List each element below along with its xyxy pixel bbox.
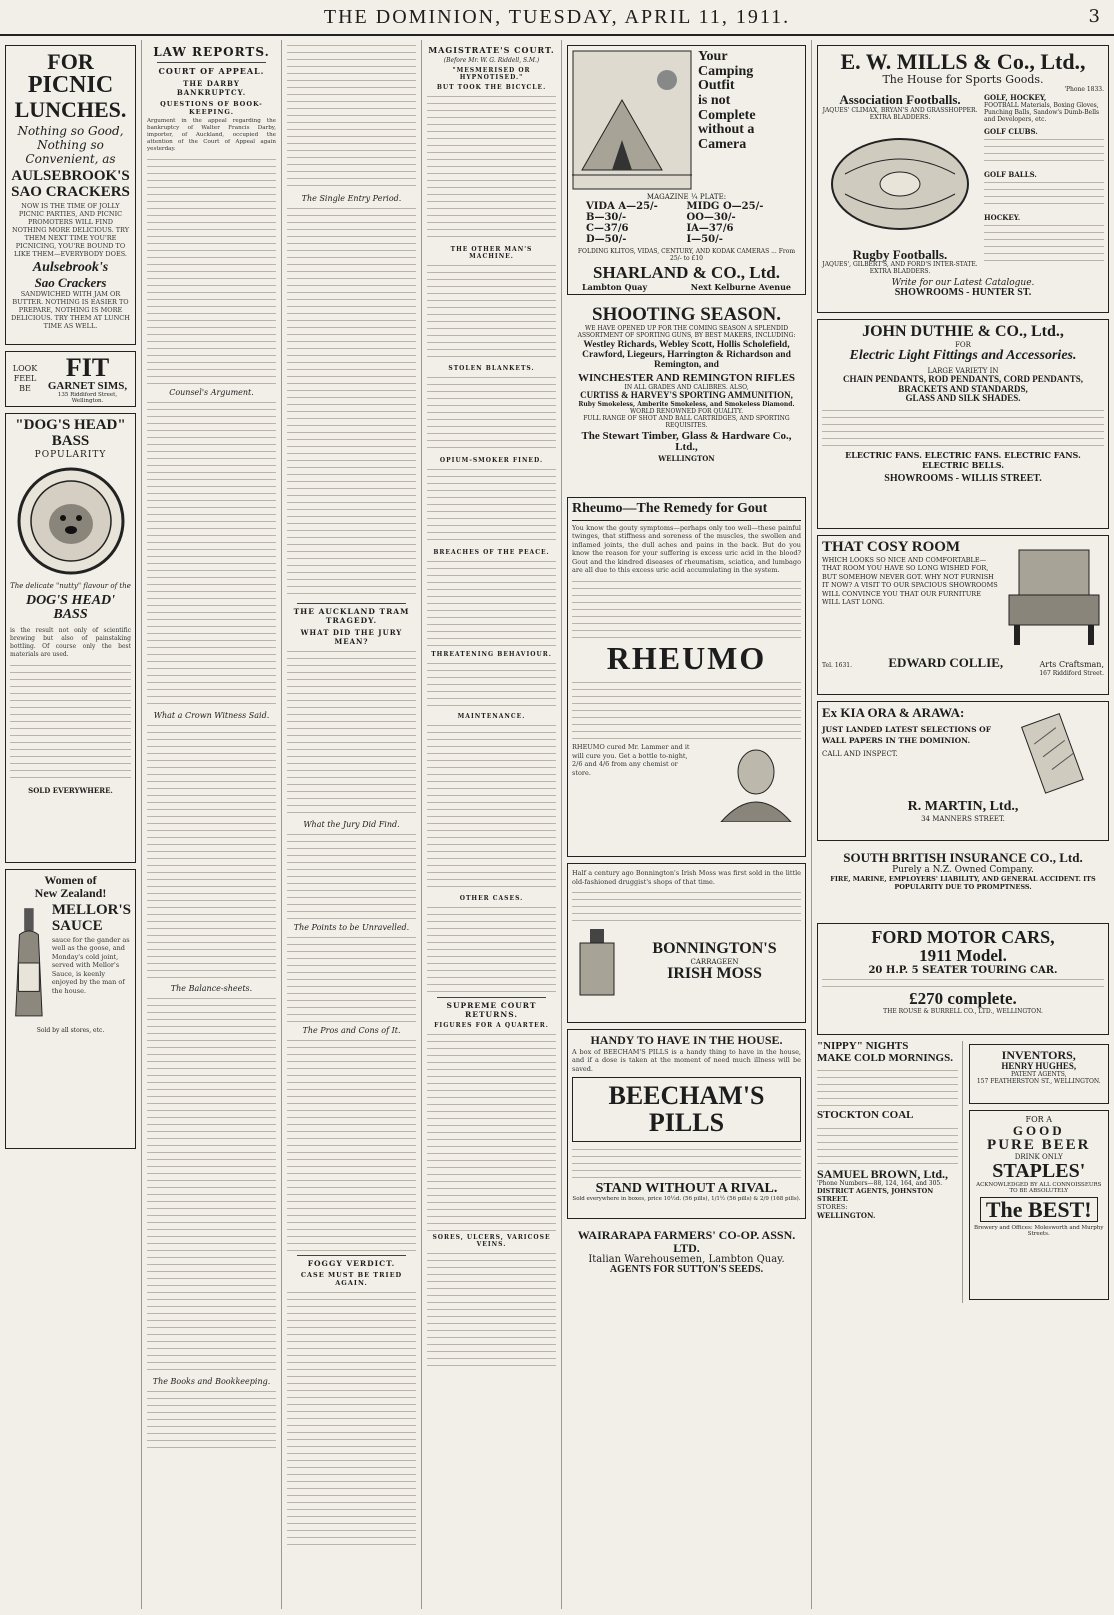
collie-sub: Arts Craftsman, (1039, 660, 1104, 669)
martin-name: R. MARTIN, Ltd., (907, 799, 1019, 814)
south-british-insurance-ad (817, 847, 1109, 917)
ford-spec: 20 H.P. 5 SEATER TOURING CAR. (868, 964, 1058, 976)
dog-head-seal-icon (16, 466, 126, 576)
column-6 (812, 40, 1114, 1609)
pros-cons-heading: The Pros and Cons of It. (302, 1026, 401, 1035)
bass-headline: "DOG'S HEAD" BASS (15, 417, 126, 449)
mellors-sauce-ad (5, 869, 136, 1149)
beer-good: GOOD (1012, 1123, 1065, 1138)
beecham-heading: HANDY TO HAVE IN THE HOUSE. (590, 1033, 783, 1047)
law-report-text-2 (147, 399, 276, 709)
camera-price: IA—37/6 (686, 223, 734, 234)
shooting-heading: SHOOTING SEASON. (592, 304, 781, 325)
sao-product: SAO CRACKERS (11, 184, 130, 201)
sbi-sub: Purely a N.Z. Owned Company. (892, 864, 1034, 875)
article-text-7 (287, 1289, 416, 1549)
jury-find-heading: What the Jury Did Find. (303, 820, 400, 829)
inventors-heading: INVENTORS, (1001, 1048, 1076, 1062)
beer-drink: DRINK ONLY (1014, 1153, 1063, 1162)
rheumo-cure: RHEUMO cured Mr. Lammer and it will cure you. Get a bottle to-night, 2/6 and 4/6 from any chemist or store. (572, 743, 690, 777)
fit-small: LOOK FEEL BE (12, 364, 38, 393)
duthie-line-3: GLASS AND SILK SHADES. (905, 393, 1021, 404)
sores-ulcers-heading: SORES, ULCERS, VARICOSE VEINS. (432, 1234, 551, 1248)
figures-quarter-heading: FIGURES FOR A QUARTER. (434, 1022, 549, 1029)
duthie-line-4: ELECTRIC FANS. ELECTRIC FANS. ELECTRIC FANS. (845, 449, 1081, 460)
shooting-powder: Ruby Smokeless, Amberite Smokeless, and Smokeless Diamond. (578, 400, 795, 408)
rugby-items: JAQUES', GILBERT'S, AND FORD'S INTER-STATE. (822, 261, 978, 269)
sbi-name: SOUTH BRITISH INSURANCE CO., Ltd. (843, 850, 1083, 865)
samuel-stores: STORES: (817, 1203, 848, 1212)
stewart-timber-city: WELLINGTON (658, 453, 715, 463)
collie-name: EDWARD COLLIE, (888, 655, 1004, 670)
assoc-bladders: EXTRA BLADDERS. (869, 113, 931, 121)
article-text-5 (287, 934, 416, 1024)
golf-clubs: GOLF CLUBS. (984, 127, 1038, 137)
court-text-8 (427, 904, 556, 994)
newspaper-title: THE DOMINION, TUESDAY, APRIL 11, 1911. (323, 6, 791, 28)
rheumo-ad (567, 497, 806, 857)
fit-address: 135 Riddiford Street, Wellington. (57, 392, 118, 405)
beer-for-a: FOR A (1025, 1115, 1052, 1124)
breaches-peace-heading: BREACHES OF THE PEACE. (433, 549, 550, 556)
masthead (0, 0, 1114, 36)
column-4 (422, 40, 562, 1609)
john-duthie-ad (817, 319, 1109, 529)
bonningtons-irish-moss-ad (567, 863, 806, 1023)
wairarapa-name: WAIRARAPA FARMERS' CO-OP. ASSN. LTD. (577, 1228, 796, 1255)
beecham-body: A box of BEECHAM'S PILLS is a handy thing to have in the house, and if a dose is taken at the moment of need much illness will be saved. (572, 1047, 801, 1073)
stolen-blankets-heading: STOLEN BLANKETS. (448, 365, 535, 372)
camp-line-1: Your (698, 49, 728, 64)
sbi-body: FIRE, MARINE, EMPLOYERS' LIABILITY, AND GENERAL ACCIDENT. ITS POPULARITY DUE TO PROMPTNESS. (830, 874, 1096, 891)
jury-mean-heading: WHAT DID THE JURY MEAN? (300, 628, 403, 646)
moss-product: IRISH MOSS (667, 965, 762, 982)
rugby-footballs: Rugby Footballs. (852, 246, 948, 262)
fit-name: GARNET SIMS, (47, 379, 128, 392)
article-text-1 (287, 42, 416, 192)
ford-model: 1911 Model. (919, 945, 1007, 965)
rheumo-heading: Rheumo—The Remedy for Gout (572, 502, 801, 521)
threatening-heading: THREATENING BEHAVIOUR. (431, 651, 552, 658)
article-text-2 (287, 205, 416, 600)
court-text-5 (427, 558, 556, 648)
sharland-address-2: Next Kelburne Avenue (690, 281, 791, 292)
duthie-line-1: LARGE VARIETY IN (927, 367, 999, 376)
camp-line-3: Outfit (698, 78, 735, 94)
collie-tel: Tel. 1631. (822, 662, 852, 669)
bass-text-block (10, 662, 131, 782)
mills-subtitle: The House for Sports Goods. (882, 73, 1044, 87)
mills-showrooms: SHOWROOMS - HUNTER ST. (894, 287, 1032, 299)
rheumo-wordmark: RHEUMO (606, 639, 767, 676)
sao-product-2: Sao Crackers (34, 274, 107, 290)
court-text-2 (427, 262, 556, 362)
picnic-head-3: LUNCHES. (14, 97, 127, 123)
samuel-phone: 'Phone Numbers—88, 124, 164, and 305. (817, 1180, 943, 1188)
aulsebrook-body-2: SANDWICHED WITH JAM OR BUTTER. NOTHING IS EASIER TO PREPARE, NOTHING IS MORE DELICIOUS. TRY THEM AT LUNCH TIME AS WELL. (11, 290, 130, 331)
camera-price: I—50/- (686, 234, 723, 245)
collie-address: 167 Riddiford Street. (1039, 669, 1104, 677)
moss-carrageen: CARRAGEEN (690, 958, 739, 966)
assoc-footballs: Association Footballs. (839, 92, 961, 108)
camp-models: FOLDING KLITOS, VIDAS, CENTURY, AND KODAK CAMERAS ... From 25/- to £10 (577, 248, 796, 262)
law-report-text-1 (147, 156, 276, 386)
camera-price-grid (572, 201, 801, 245)
ford-motor-ad (817, 923, 1109, 1035)
bottom-ads-row (817, 1041, 1109, 1303)
beechams-pills-ad (567, 1029, 806, 1219)
aulsebrook-brand: AULSEBROOK'S (11, 168, 130, 185)
law-report-text-3 (147, 722, 276, 982)
court-text-4 (427, 466, 556, 546)
cosy-room-ad (817, 535, 1109, 695)
stewart-timber-name: The Stewart Timber, Glass & Hardware Co., Ltd., (581, 429, 792, 454)
beer-pure: PURE BEER (987, 1136, 1091, 1153)
court-text-10 (427, 1250, 556, 1370)
camp-line-5: Complete (698, 107, 756, 123)
aulsebrook-brand-2: Aulsebrook's (32, 259, 109, 275)
rheumo-text-block (572, 578, 801, 638)
mellor-body: sauce for the gander as well as the goose, and Monday's cold joint, served with Mellor's Sauce, is keenly enjoyed by the man of the house. (51, 935, 130, 995)
rheumo-body: You know the gouty symptoms—perhaps only too well—these painful twinges, that stiffness and soreness of the muscles, the swollen and inflamed joints, the dull aches and pains in the back. But do you know the reason for your suffering is excess uric acid in the blood? Gout and the kindred diseases of rheumatism, sciatica, and lumbago are all due to this excess uric acid accumulating in the system. (572, 523, 801, 575)
bass-sold: SOLD EVERYWHERE. (28, 785, 113, 795)
wairarapa-ad (567, 1225, 806, 1285)
bass-body: is the result not only of scientific brewing but also of painstaking bottling. Of course only the best materials are used. (10, 626, 131, 658)
hughes-sub: PATENT AGENTS, (1010, 1071, 1067, 1079)
magistrates-court-heading: MAGISTRATE'S COURT. (428, 45, 555, 55)
kia-ora-body: JUST LANDED LATEST SELECTIONS OF WALL PAPERS IN THE DOMINION. (822, 724, 992, 745)
column-3 (282, 40, 422, 1609)
shooting-rifles: WINCHESTER AND REMINGTON RIFLES (577, 371, 796, 384)
supreme-court-heading: SUPREME COURT RETURNS. (446, 1001, 537, 1019)
duthie-for: FOR (955, 340, 971, 349)
balance-sheets-heading: The Balance-sheets. (170, 984, 253, 993)
wallpaper-roll-icon (1014, 706, 1104, 796)
kia-ora-call: CALL AND INSPECT. (822, 749, 898, 758)
darby-bankruptcy-heading: THE DARBY BANKRUPTCY. (176, 79, 247, 97)
aulsebrook-ad (5, 45, 136, 345)
moss-brand: BONNINGTON'S (652, 940, 777, 958)
opium-smoker-heading: OPIUM-SMOKER FINED. (439, 457, 544, 464)
cosy-body: WHICH LOOKS SO NICE AND COMFORTABLE—THAT ROOM YOU HAVE SO LONG WISHED FOR, BUT SOMEHOW NEVER GOT. WHY NOT FURNISH IT NOW? A VISIT TO OUR SPACIOUS SHOWROOMS WILL CONVINCE YOU THAT OUR FURNITURE WILL LAST LONG. (822, 555, 998, 607)
crown-witness-heading: What a Crown Witness Said. (153, 711, 270, 720)
column-1 (0, 40, 142, 1609)
mellor-sold: Sold by all stores, etc. (36, 1027, 105, 1035)
mills-name: E. W. MILLS & Co., Ltd., (840, 49, 1086, 74)
staples-name: STAPLES' (992, 1160, 1086, 1183)
sharland-camera-ad (567, 45, 806, 295)
mellor-head-1: Women of (44, 873, 97, 887)
bookkeeping-heading: QUESTIONS OF BOOK-KEEPING. (160, 100, 263, 116)
camera-price: D—50/- (586, 234, 627, 245)
picnic-head-1: FOR (47, 49, 94, 74)
counsels-argument-heading: Counsel's Argument. (169, 388, 254, 397)
ew-mills-ad (817, 45, 1109, 313)
duthie-name: JOHN DUTHIE & CO., Ltd., (862, 323, 1064, 340)
camera-price: OO—30/- (686, 212, 736, 223)
court-of-appeal-heading: COURT OF APPEAL. (158, 66, 265, 76)
shooting-world: WORLD RENOWNED FOR QUALITY. (630, 407, 743, 415)
court-text-1 (427, 93, 556, 243)
shooting-ammunition: CURTISS & HARVEY'S SPORTING AMMUNITION, (580, 390, 793, 401)
cosy-heading: THAT COSY ROOM (822, 539, 961, 555)
foggy-verdict-heading: FOGGY VERDICT. (307, 1259, 396, 1268)
law-reports-heading: LAW REPORTS. (153, 45, 270, 59)
fit-big: FIT (65, 352, 110, 382)
maintenance-heading: MAINTENANCE. (457, 713, 526, 720)
article-text-4 (287, 831, 416, 921)
staples-beer-ad (969, 1110, 1110, 1300)
shooting-range: FULL RANGE OF SHOT AND BALL CARTRIDGES, AND SPORTING REQUISITES. (583, 414, 790, 429)
wall-paper-ad (817, 701, 1109, 841)
beer-brewery: Brewery and Offices: Molesworth and Murphy Streets. (974, 1225, 1104, 1238)
armchair-icon (1004, 540, 1104, 650)
nippy-mornings: MAKE COLD MORNINGS. (817, 1051, 953, 1064)
beecham-sold: Sold everywhere in boxes, price 10½d. (56 pills), 1/1½ (56 pills) & 2/9 (168 pills). (572, 1196, 801, 1203)
mellor-brand: MELLOR'S (51, 902, 131, 919)
aulsebrook-body-1: NOW IS THE TIME OF JOLLY PICNIC PARTIES, AND PICNIC PROMOTERS WILL FIND NOTHING MORE DELICIOUS. TRY THEM NEXT TIME YOU'RE PICNICING, YOU'RE BOUND TO LIKE THEM—EVERYBODY DOES. (11, 201, 130, 258)
court-text-9 (427, 1031, 556, 1231)
samuel-city: WELLINGTON. (817, 1211, 876, 1221)
bass-popularity: POPULARITY (34, 449, 107, 460)
ford-heading: FORD MOTOR CARS, (871, 927, 1055, 947)
other-mans-machine-heading: THE OTHER MAN'S MACHINE. (450, 246, 533, 260)
court-text-6 (427, 660, 556, 710)
rugby-bladders: EXTRA BLADDERS. (869, 268, 931, 276)
mills-catalogue: Write for our Latest Catalogue. (891, 278, 1035, 289)
camp-line-2: Camping (698, 63, 754, 79)
shooting-makers: Westley Richards, Webley Scott, Hollis Scholefield, Crawford, Liegeurs, Harrington & Richardson and Remington, and (582, 339, 791, 370)
mills-phone: 'Phone 1833. (1064, 86, 1104, 94)
law-report-text-5 (147, 1388, 276, 1448)
bass-caption: The delicate "nutty" flavour of the (10, 581, 131, 590)
kia-ora-heading: Ex KIA ORA & ARAWA: (822, 705, 965, 720)
picnic-line-3: Convenient, as (25, 152, 116, 167)
moss-text-block (572, 889, 801, 923)
inventors-beer-ads (969, 1041, 1110, 1303)
law-report-intro: Argument in the appeal regarding the bankruptcy of Walter Francis Darby, importer, of Auckland, occupied the attention of the Court of Appeal again yesterday. (147, 118, 276, 152)
books-bookkeeping-heading: The Books and Bookkeeping. (152, 1377, 271, 1386)
assoc-items: JAQUES' CLIMAX, BRYAN'S AND GRASSHOPPER. (822, 106, 978, 114)
bicycle-heading: BUT TOOK THE BICYCLE. (436, 84, 547, 91)
camp-line-6: without a (698, 122, 755, 138)
sauce-bottle-icon (10, 903, 48, 1023)
moss-body: Half a century ago Bonnington's Irish Moss was first sold in the little old-fashioned druggist's shops of that time. (572, 869, 801, 886)
camp-line-7: Camera (698, 137, 747, 153)
samuel-agents: DISTRICT AGENTS, JOHNSTON STREET. (817, 1187, 934, 1204)
rheumo-text-block-2 (572, 679, 801, 739)
ford-agent: THE ROUSE & BURRELL CO., LTD., WELLINGTON. (883, 1007, 1043, 1015)
henry-hughes-ad (969, 1044, 1110, 1104)
nippy-nights: "NIPPY" NIGHTS (817, 1040, 909, 1052)
picnic-line-2: Nothing so (37, 138, 104, 153)
other-cases-heading: OTHER CASES. (459, 895, 524, 902)
mellor-head-2: New Zealand! (34, 885, 107, 900)
article-text-6 (287, 1037, 416, 1252)
mellor-product: SAUCE (51, 917, 103, 934)
duthie-product: Electric Light Fittings and Accessories. (849, 347, 1077, 363)
golf-balls: GOLF BALLS. (984, 170, 1037, 180)
beer-best: The BEST! (980, 1197, 1099, 1222)
samuel-brown-name: SAMUEL BROWN, Ltd., (817, 1166, 949, 1181)
ford-price: £270 complete. (909, 988, 1017, 1008)
dogs-head-bass-ad (5, 413, 136, 863)
beecham-brand: BEECHAM'S PILLS (572, 1077, 801, 1142)
samuel-brown-ad (817, 1041, 963, 1303)
page-number: 3 (1088, 6, 1100, 27)
shooting-intro: WE HAVE OPENED UP FOR THE COMING SEASON A SPLENDID ASSORTMENT OF SPORTING GUNS, BY BEST MAKERS, INCLUDING: (577, 324, 796, 339)
football-icon (825, 124, 975, 244)
single-entry-heading: The Single Entry Period. (301, 194, 402, 203)
camp-line-4: is not (698, 93, 731, 109)
wairarapa-agents: AGENTS FOR SUTTON'S SEEDS. (609, 1264, 764, 1276)
column-2 (142, 40, 282, 1609)
shooting-season-ad (567, 301, 806, 491)
tried-again-heading: CASE MUST BE TRIED AGAIN. (300, 1271, 403, 1287)
hughes-name: HENRY HUGHES, (1001, 1060, 1077, 1071)
duthie-showrooms: SHOWROOMS - WILLIS STREET. (884, 472, 1042, 484)
moss-bottle-icon (572, 927, 622, 997)
court-text-3 (427, 374, 556, 454)
points-unravelled-heading: The Points to be Unravelled. (293, 923, 410, 932)
tram-tragedy-heading: THE AUCKLAND TRAM TRAGEDY. (293, 607, 410, 625)
sharland-name: SHARLAND & CO., Ltd. (592, 263, 781, 282)
magistrate-name: (Before Mr. W. G. Riddell, S.M.) (443, 57, 540, 64)
duthie-line-5: ELECTRIC BELLS. (921, 459, 1005, 470)
camera-price: B—30/- (586, 212, 627, 223)
column-5 (562, 40, 812, 1609)
golf-hockey: GOLF, HOCKEY, (984, 93, 1047, 103)
mesmerised-heading: "MESMERISED OR HYPNOTISED." (452, 67, 531, 81)
martin-address: 34 MANNERS STREET. (921, 814, 1005, 823)
beecham-tagline: STAND WITHOUT A RIVAL. (595, 1180, 778, 1196)
stockton-coal: STOCKTON COAL (817, 1109, 914, 1122)
shooting-calibres: IN ALL GRADES AND CALIBRES. ALSO, (624, 384, 749, 392)
bass-headline-2: DOG'S HEAD' BASS (25, 592, 116, 623)
garnet-sims-ad (5, 351, 136, 407)
golf-items: FOOTBALL Materials, Boxing Gloves, Punching Balls, Sandow's Dumb-Bells and Developers, etc. (984, 102, 1100, 124)
court-text-7 (427, 722, 556, 892)
hockey: HOCKEY. (984, 213, 1021, 223)
portrait-illustration-icon (701, 742, 801, 822)
picnic-head-2: PICNIC (27, 72, 114, 99)
wairarapa-sub: Italian Warehousemen, Lambton Quay. (588, 1254, 785, 1266)
camera-price: MIDG O—25/- (686, 201, 764, 212)
article-text-3 (287, 648, 416, 818)
law-report-text-4 (147, 995, 276, 1375)
duthie-line-2: CHAIN PENDANTS, ROD PENDANTS, CORD PENDANTS, BRACKETS AND STANDARDS, (842, 374, 1084, 394)
sharland-address-1: Lambton Quay (582, 281, 648, 292)
picnic-line-1: Nothing so Good, (17, 124, 124, 139)
camping-scene-icon (572, 50, 692, 190)
beecham-text-block (572, 1146, 801, 1182)
camera-price: C—37/6 (586, 223, 629, 234)
camera-price: VIDA A—25/- (586, 201, 658, 212)
camp-magazine: MAGAZINE ¼ PLATE: (646, 193, 727, 201)
hughes-address: 157 FEATHERSTON ST., WELLINGTON. (976, 1078, 1101, 1086)
beer-acknowledged: ACKNOWLEDGED BY ALL CONNOISSEURS TO BE ABSOLUTELY (976, 1182, 1102, 1195)
